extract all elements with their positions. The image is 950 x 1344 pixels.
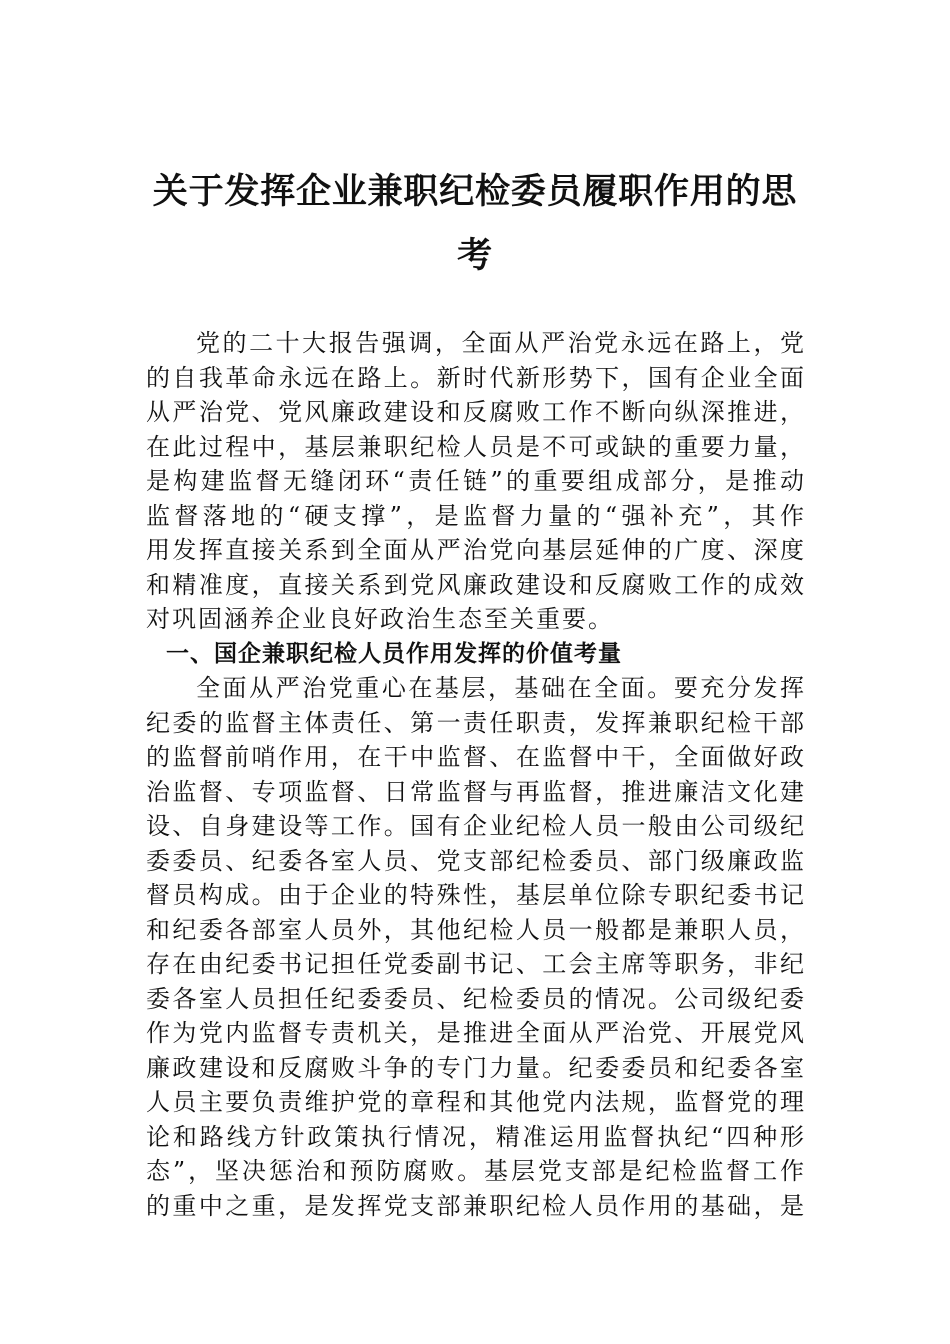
paragraph-line: 和精准度，直接关系到党风廉政建设和反腐败工作的成效 [146, 570, 806, 599]
paragraph-line: 人员主要负责维护党的章程和其他党内法规，监督党的理 [146, 1088, 806, 1116]
document-body [146, 326, 806, 1223]
paragraph-line: 用发挥直接关系到全面从严治党向基层延伸的广度、深度 [146, 536, 806, 564]
paragraph-line: 党的二十大报告强调，全面从严治党永远在路上，党 [196, 329, 806, 357]
paragraph-line: 委委员、纪委各室人员、党支部纪检委员、部门级廉政监 [146, 846, 806, 875]
paragraph-line: 论和路线方针政策执行情况，精准运用监督执纪“四种形 [146, 1122, 806, 1151]
paragraph-line: 监督落地的“硬支撑”，是监督力量的“强补充”，其作 [146, 501, 806, 530]
title-line-1: 关于发挥企业兼职纪检委员履职作用的思 [152, 171, 798, 212]
paragraph-line: 设、自身建设等工作。国有企业纪检人员一般由公司级纪 [146, 812, 806, 840]
paragraph-line: 廉政建设和反腐败斗争的专门力量。纪委委员和纪委各室 [146, 1053, 806, 1082]
section-1-paragraph [146, 671, 806, 1223]
paragraph-line: 和纪委各部室人员外，其他纪检人员一般都是兼职人员， [146, 915, 806, 944]
paragraph-line: 的监督前哨作用，在干中监督、在监督中干，全面做好政 [146, 743, 806, 771]
paragraph-line: 对巩固涵养企业良好政治生态至关重要。 [146, 605, 614, 633]
paragraph-line: 的重中之重，是发挥党支部兼职纪检人员作用的基础，是 [146, 1191, 806, 1220]
paragraph-line: 治监督、专项监督、日常监督与再监督，推进廉洁文化建 [146, 777, 806, 806]
intro-paragraph [146, 326, 806, 637]
paragraph-line: 从严治党、党风廉政建设和反腐败工作不断向纵深推进， [146, 398, 806, 426]
paragraph-line: 督员构成。由于企业的特殊性，基层单位除专职纪委书记 [146, 881, 806, 909]
paragraph-line: 委各室人员担任纪委委员、纪检委员的情况。公司级纪委 [146, 984, 806, 1013]
section-heading-1: 一、国企兼职纪检人员作用发挥的价值考量 [166, 640, 622, 667]
paragraph-line: 纪委的监督主体责任、第一责任职责，发挥兼职纪检干部 [146, 708, 806, 737]
title-line-2: 考 [457, 235, 493, 276]
document-title [145, 160, 805, 288]
paragraph-line: 态”，坚决惩治和预防腐败。基层党支部是纪检监督工作 [146, 1157, 806, 1185]
paragraph-line: 的自我革命永远在路上。新时代新形势下，国有企业全面 [146, 363, 806, 392]
paragraph-line: 存在由纪委书记担任党委副书记、工会主席等职务，非纪 [146, 950, 806, 978]
paragraph-line: 全面从严治党重心在基层，基础在全面。要充分发挥 [196, 674, 806, 702]
paragraph-line: 在此过程中，基层兼职纪检人员是不可或缺的重要力量， [146, 432, 806, 461]
paragraph-line: 是构建监督无缝闭环“责任链”的重要组成部分，是推动 [146, 467, 806, 495]
paragraph-line: 作为党内监督专责机关，是推进全面从严治党、开展党风 [146, 1019, 806, 1047]
